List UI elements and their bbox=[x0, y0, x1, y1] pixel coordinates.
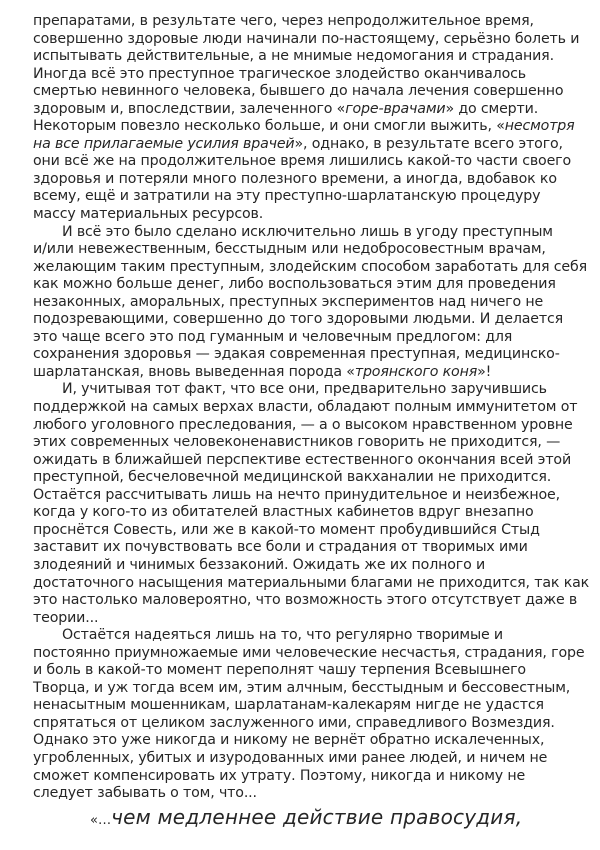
text-segment: И, учитывая тот факт, что все они, предварительно заручившись bbox=[62, 381, 547, 398]
text-segment: следует забывать о том, что... bbox=[33, 785, 257, 802]
text-segment: теории... bbox=[33, 609, 99, 626]
text-segment: Иногда всё это преступное трагическое злодейство оканчивалось bbox=[33, 65, 526, 82]
paragraph bbox=[33, 627, 593, 802]
text-line bbox=[33, 417, 593, 435]
text-segment: Однако это уже никогда и никому не вернёт обратно искалеченных, bbox=[33, 732, 545, 749]
text-line bbox=[33, 241, 593, 259]
text-segment: Остаётся рассчитывать лишь на нечто принудительное и неизбежное, bbox=[33, 486, 560, 503]
text-segment: когда у кого-то из обитателей властных кабинетов вдруг внезапно bbox=[33, 504, 534, 521]
text-segment: поддержкой на самых верхах власти, обладают полным иммунитетом от bbox=[33, 399, 578, 416]
text-segment: здоровья и потеряли много полезного времени, а иногда, вдобавок ко bbox=[33, 170, 557, 187]
text-line bbox=[33, 645, 593, 663]
paragraph bbox=[33, 224, 593, 382]
text-line bbox=[33, 118, 593, 136]
document-body bbox=[33, 13, 593, 803]
text-segment: »! bbox=[477, 363, 492, 380]
quote-text: чем медленнее действие правосудия, bbox=[111, 805, 523, 829]
text-segment: препаратами, в результате чего, через непродолжительное время, bbox=[33, 13, 534, 29]
text-line bbox=[33, 785, 593, 803]
text-line bbox=[33, 153, 593, 171]
italic-text: троянского коня bbox=[354, 363, 478, 380]
text-segment: достаточного насыщения материальными благами не приходится, так как bbox=[33, 574, 590, 591]
text-line bbox=[33, 452, 593, 470]
italic-text: несмотря bbox=[504, 118, 575, 135]
text-line bbox=[33, 346, 593, 364]
text-segment: » до смерти. bbox=[445, 100, 539, 117]
paragraph bbox=[33, 13, 593, 224]
text-segment: шарлатанская, вновь выведенная порода « bbox=[33, 363, 355, 380]
text-segment: массу материальных ресурсов. bbox=[33, 206, 264, 223]
text-segment: преступной, бесчеловечной медицинской вакханалии не приходится. bbox=[33, 469, 552, 486]
text-segment: Некоторым повезло несколько больше, и они смогли выжить, « bbox=[33, 118, 505, 135]
text-segment: злодеяний и чинимых беззаконий. Ожидать же их полного и bbox=[33, 556, 486, 573]
text-line bbox=[33, 13, 593, 31]
text-line bbox=[33, 381, 593, 399]
text-segment: », однако, в результате всего этого, bbox=[294, 135, 563, 152]
text-line bbox=[33, 276, 593, 294]
text-line bbox=[33, 399, 593, 417]
text-segment: спрятаться от целиком заслуженного ими, справедливого Возмездия. bbox=[33, 714, 555, 731]
text-line bbox=[33, 627, 593, 645]
text-line bbox=[33, 48, 593, 66]
text-line bbox=[33, 136, 593, 154]
text-segment: И всё это было сделано исключительно лишь в угоду преступным bbox=[62, 223, 553, 240]
text-line bbox=[33, 188, 593, 206]
text-line bbox=[33, 224, 593, 242]
text-line bbox=[33, 592, 593, 610]
text-segment: сможет компенсировать их утрату. Поэтому, никогда и никому не bbox=[33, 767, 526, 784]
text-segment: подозревающими, совершенно до того здоровыми людьми. И делается bbox=[33, 311, 564, 328]
text-segment: как можно больше денег, либо воспользоваться этим для проведения bbox=[33, 276, 556, 293]
text-line bbox=[33, 715, 593, 733]
text-line bbox=[33, 697, 593, 715]
italic-text: на все прилагаемые усилия врачей bbox=[33, 135, 295, 152]
text-line bbox=[33, 311, 593, 329]
text-line bbox=[33, 610, 593, 628]
text-line bbox=[33, 259, 593, 277]
text-line bbox=[33, 750, 593, 768]
text-segment: проснётся Совесть, или же в какой-то момент пробудившийся Стыд bbox=[33, 521, 540, 538]
italic-text: горе-врачами bbox=[345, 100, 446, 117]
text-line bbox=[33, 434, 593, 452]
text-line bbox=[33, 557, 593, 575]
text-line bbox=[33, 680, 593, 698]
text-line bbox=[33, 31, 593, 49]
text-line bbox=[33, 768, 593, 786]
text-line bbox=[33, 522, 593, 540]
text-segment: и/или невежественным, бесстыдным или недобросовестным врачам, bbox=[33, 241, 546, 258]
text-segment: смертью невинного человека, бывшего до начала лечения совершенно bbox=[33, 83, 564, 100]
text-line bbox=[33, 487, 593, 505]
text-segment: заставит их почувствовать все боли и страдания от творимых ими bbox=[33, 539, 528, 556]
text-line bbox=[33, 364, 593, 382]
text-segment: этих современных человеконенавистников говорить не приходится, — bbox=[33, 434, 561, 451]
text-segment: испытывать действительные, а не мнимые недомогания и страдания. bbox=[33, 48, 554, 65]
text-segment: ненасытным мошенникам, шарлатанам-калекарям нигде не удастся bbox=[33, 697, 544, 714]
text-line bbox=[33, 575, 593, 593]
text-line bbox=[33, 539, 593, 557]
text-line bbox=[33, 732, 593, 750]
text-line bbox=[33, 101, 593, 119]
text-segment: незаконных, аморальных, преступных экспериментов над ничего не bbox=[33, 293, 544, 310]
epigraph-quote bbox=[90, 805, 522, 829]
text-line bbox=[33, 83, 593, 101]
text-line bbox=[33, 294, 593, 312]
text-segment: постоянно приумножаемые ими человеческие несчастья, страдания, горе bbox=[33, 644, 585, 661]
paragraph bbox=[33, 381, 593, 627]
text-segment: ожидать в ближайшей перспективе естественного окончания всей этой bbox=[33, 451, 572, 468]
text-line bbox=[33, 329, 593, 347]
text-segment: это чаще всего это под гуманным и человечным предлогом: для bbox=[33, 328, 513, 345]
text-line bbox=[33, 662, 593, 680]
text-segment: Творца, и уж тогда всем им, этим алчным, бесстыдным и бессовестным, bbox=[33, 679, 571, 696]
text-line bbox=[33, 171, 593, 189]
text-segment: всему, ещё и затратили на эту преступно-шарлатанскую процедуру bbox=[33, 188, 541, 205]
text-segment: совершенно здоровые люди начинали по-настоящему, серьёзно болеть и bbox=[33, 30, 580, 47]
text-segment: угробленных, убитых и изуродованных ими ранее людей, и ничем не bbox=[33, 749, 548, 766]
text-line bbox=[33, 504, 593, 522]
text-segment: здоровым и, впоследствии, залеченного « bbox=[33, 100, 346, 117]
text-segment: желающим таким преступным, злодейским способом заработать для себя bbox=[33, 258, 587, 275]
text-line bbox=[33, 206, 593, 224]
text-line bbox=[33, 66, 593, 84]
text-segment: они всё же на продолжительное время лишились какой-то части своего bbox=[33, 153, 572, 170]
text-segment: сохранения здоровья — эдакая современная преступная, медицинско- bbox=[33, 346, 560, 363]
text-segment: это настолько маловероятно, что возможность этого отсутствует даже в bbox=[33, 592, 578, 609]
text-line bbox=[33, 469, 593, 487]
text-segment: Остаётся надеяться лишь на то, что регулярно творимые и bbox=[62, 627, 504, 644]
text-segment: любого уголовного преследования, — а о высоком нравственном уровне bbox=[33, 416, 573, 433]
quote-lead: «... bbox=[90, 813, 112, 828]
text-segment: и боль в какой-то момент переполнят чашу терпения Всевышнего bbox=[33, 662, 526, 679]
